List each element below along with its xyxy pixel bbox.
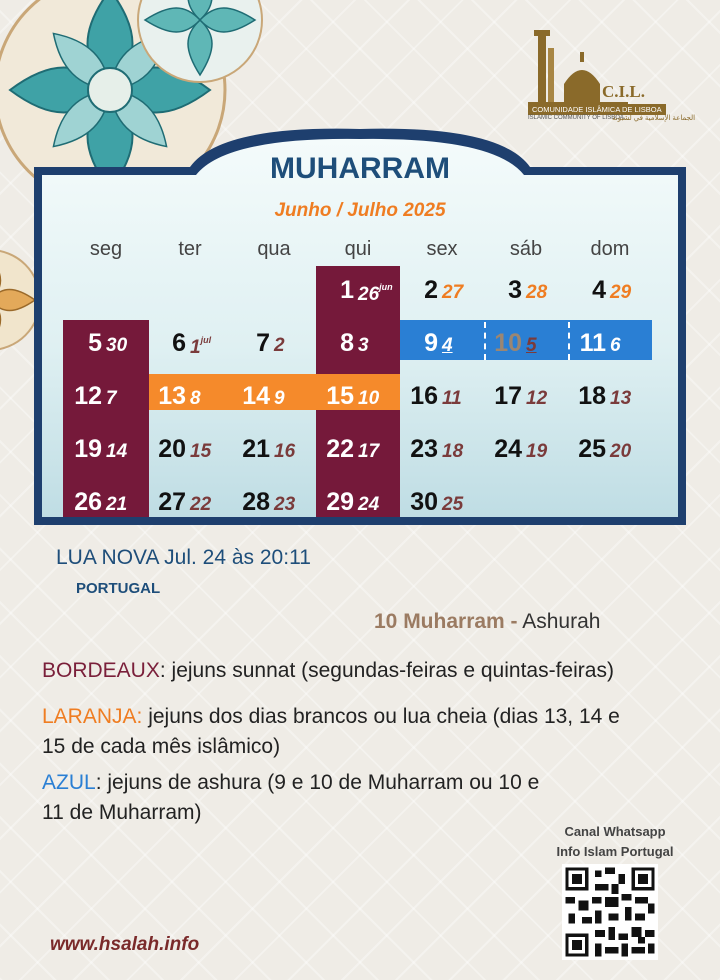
day-cell-3 [484, 264, 568, 317]
gregorian-day-number: 30 [106, 335, 128, 356]
gregorian-day-number: 29 [610, 282, 632, 303]
website-link[interactable]: www.hsalah.info [50, 934, 200, 955]
hijri-day: 3 [508, 276, 522, 304]
gregorian-day [274, 441, 295, 463]
gregorian-day-number: 28 [526, 282, 548, 303]
gregorian-day-number: 11 [442, 388, 462, 409]
day-cell-16 [400, 370, 484, 423]
gregorian-day [358, 282, 393, 306]
weekday-6: dom [590, 238, 630, 260]
hijri-day: 24 [494, 435, 522, 463]
hijri-day: 8 [340, 329, 354, 357]
ashura-legend [374, 610, 600, 634]
day-cell-28 [232, 476, 316, 529]
hijri-day: 19 [74, 435, 102, 463]
day-cell-24 [484, 423, 568, 476]
day-cell-5 [64, 317, 148, 370]
gregorian-day [106, 441, 127, 463]
gregorian-day-number: 1 [190, 337, 201, 358]
hijri-day: 5 [88, 329, 102, 357]
weekday-2: qua [257, 238, 291, 260]
legend-azul-key: AZUL [42, 771, 96, 794]
day-cell-17 [484, 370, 568, 423]
day-cell-22 [316, 423, 400, 476]
gregorian-day-number: 22 [190, 494, 212, 515]
gregorian-day-number: 2 [274, 335, 285, 356]
calendar-title: MUHARRAM [270, 152, 450, 185]
day-cell-8 [316, 317, 400, 370]
legend-laranja-key: LARANJA: [42, 705, 143, 728]
month-marker: jul [200, 335, 212, 345]
gregorian-day [526, 388, 547, 410]
hijri-day: 14 [242, 382, 270, 410]
gregorian-day [442, 335, 453, 357]
gregorian-day [610, 388, 631, 410]
gregorian-day [526, 441, 547, 463]
gregorian-day [274, 388, 285, 410]
weekday-4: sex [426, 238, 458, 260]
gregorian-day-number: 8 [190, 388, 201, 409]
gregorian-day [610, 441, 631, 463]
gregorian-day-number: 19 [526, 441, 548, 462]
hijri-day: 12 [74, 382, 102, 410]
gregorian-day-number: 15 [190, 441, 212, 462]
weekday-3: qui [344, 238, 372, 260]
day-cell-12 [64, 370, 148, 423]
hijri-day: 26 [74, 488, 102, 516]
qr-code-icon[interactable] [562, 864, 658, 960]
hijri-day: 1 [340, 276, 354, 304]
hijri-day: 27 [158, 488, 186, 516]
new-moon-info: LUA NOVA Jul. 24 às 20:11 [56, 546, 311, 569]
gregorian-day [190, 494, 211, 516]
day-cell-13 [148, 370, 232, 423]
hijri-day: 10 [494, 329, 522, 357]
legend-azul-text: : jejuns de ashura (9 e 10 de Muharram ou 10 e 11 de Muharram) [42, 771, 540, 824]
location-label: PORTUGAL [76, 580, 161, 597]
day-cell-4 [568, 264, 652, 317]
gregorian-day [358, 494, 379, 516]
gregorian-day-number: 3 [358, 335, 369, 356]
day-cell-25 [568, 423, 652, 476]
gregorian-day-number: 17 [358, 441, 380, 462]
legend-bordeaux [42, 656, 702, 686]
day-cell-30 [400, 476, 484, 529]
hijri-day: 22 [326, 435, 354, 463]
day-cell-10 [484, 317, 568, 370]
gregorian-day-number: 13 [610, 388, 632, 409]
legend-laranja-text: jejuns dos dias brancos ou lua cheia (dias 13, 14 e 15 de cada mês islâmico) [42, 705, 620, 758]
day-cell-14 [232, 370, 316, 423]
gregorian-day [190, 388, 201, 410]
gregorian-day-number: 23 [274, 494, 296, 515]
gregorian-day-number: 9 [274, 388, 285, 409]
gregorian-day [526, 282, 547, 304]
gregorian-day-number: 21 [106, 494, 128, 515]
hijri-day: 2 [424, 276, 438, 304]
gregorian-day-number: 7 [106, 388, 117, 409]
logo-org-arabic: الجماعة الإسلامية في لشبونة [612, 115, 696, 122]
gregorian-day-number: 5 [526, 335, 537, 356]
month-marker: jun [379, 282, 393, 292]
gregorian-day-number: 20 [610, 441, 632, 462]
hijri-day: 16 [410, 382, 438, 410]
day-cell-9 [400, 317, 484, 370]
day-cell-2 [400, 264, 484, 317]
gregorian-day [610, 282, 631, 304]
gregorian-day-number: 12 [526, 388, 548, 409]
gregorian-day-number: 10 [358, 388, 380, 409]
gregorian-day-number: 25 [442, 494, 464, 515]
gregorian-day [358, 335, 369, 357]
day-cell-21 [232, 423, 316, 476]
hijri-day: 17 [494, 382, 522, 410]
gregorian-day [274, 335, 285, 357]
day-cell-15 [316, 370, 400, 423]
gregorian-day [610, 335, 621, 357]
weekday-1: ter [178, 238, 202, 260]
day-cell-1 [316, 264, 400, 317]
legend-bordeaux-text: : jejuns sunnat (segundas-feiras e quintas-feiras) [159, 659, 614, 682]
day-cell-7 [232, 317, 316, 370]
gregorian-day-number: 27 [442, 282, 464, 303]
gregorian-day [442, 494, 463, 516]
hijri-day: 13 [158, 382, 186, 410]
hijri-day: 25 [578, 435, 606, 463]
hijri-day: 7 [256, 329, 270, 357]
day-cell-11 [568, 317, 652, 370]
weekday-5: sáb [509, 238, 543, 260]
legend-azul [42, 768, 562, 828]
day-cell-6 [148, 317, 232, 370]
day-cell-26 [64, 476, 148, 529]
gregorian-day-number: 6 [610, 335, 621, 356]
day-cell-19 [64, 423, 148, 476]
ashura-label: Ashurah [517, 610, 601, 633]
day-cell-18 [568, 370, 652, 423]
gregorian-day [358, 441, 379, 463]
gregorian-day [442, 441, 463, 463]
day-cell-23 [400, 423, 484, 476]
logo-title: C.I.L. [602, 82, 645, 101]
hijri-day: 11 [579, 329, 606, 357]
day-cell-20 [148, 423, 232, 476]
gregorian-day-number: 16 [274, 441, 296, 462]
legend-laranja [42, 702, 642, 762]
hijri-day: 30 [410, 488, 438, 516]
logo-org-english: ISLAMIC COMMUNITY OF LISBOA [528, 115, 624, 121]
gregorian-day [442, 388, 462, 410]
whatsapp-channel-label [530, 822, 700, 862]
gregorian-day-number: 26 [358, 284, 380, 305]
logo-org-name: COMUNIDADE ISLÂMICA DE LISBOA [528, 104, 666, 115]
gregorian-day [106, 494, 127, 516]
day-cell-29 [316, 476, 400, 529]
gregorian-day-number: 18 [442, 441, 464, 462]
hijri-day: 9 [424, 329, 438, 357]
whatsapp-line-2: Info Islam Portugal [556, 844, 674, 859]
hijri-day: 20 [158, 435, 186, 463]
gregorian-day [442, 282, 463, 304]
hijri-day: 29 [326, 488, 354, 516]
gregorian-day-number: 14 [106, 441, 128, 462]
gregorian-day-number: 4 [442, 335, 453, 356]
whatsapp-line-1: Canal Whatsapp [564, 824, 666, 839]
hijri-day: 4 [592, 276, 606, 304]
gregorian-day [358, 388, 379, 410]
hijri-day: 15 [326, 382, 354, 410]
hijri-day: 6 [172, 329, 186, 357]
weekday-0: seg [89, 238, 123, 260]
ashura-key: 10 Muharram - [374, 610, 518, 633]
gregorian-day-number: 24 [358, 494, 380, 515]
gregorian-day [190, 441, 211, 463]
legend-bordeaux-key: BORDEAUX [42, 659, 160, 682]
hijri-day: 23 [410, 435, 438, 463]
gregorian-day [106, 335, 127, 357]
gregorian-day [190, 335, 211, 359]
gregorian-day [106, 388, 117, 410]
calendar-subtitle: Junho / Julho 2025 [274, 200, 446, 221]
hijri-day: 21 [242, 435, 270, 463]
hijri-day: 18 [578, 382, 606, 410]
hijri-day: 28 [242, 488, 270, 516]
gregorian-day [526, 335, 537, 357]
gregorian-day [274, 494, 295, 516]
day-cell-27 [148, 476, 232, 529]
